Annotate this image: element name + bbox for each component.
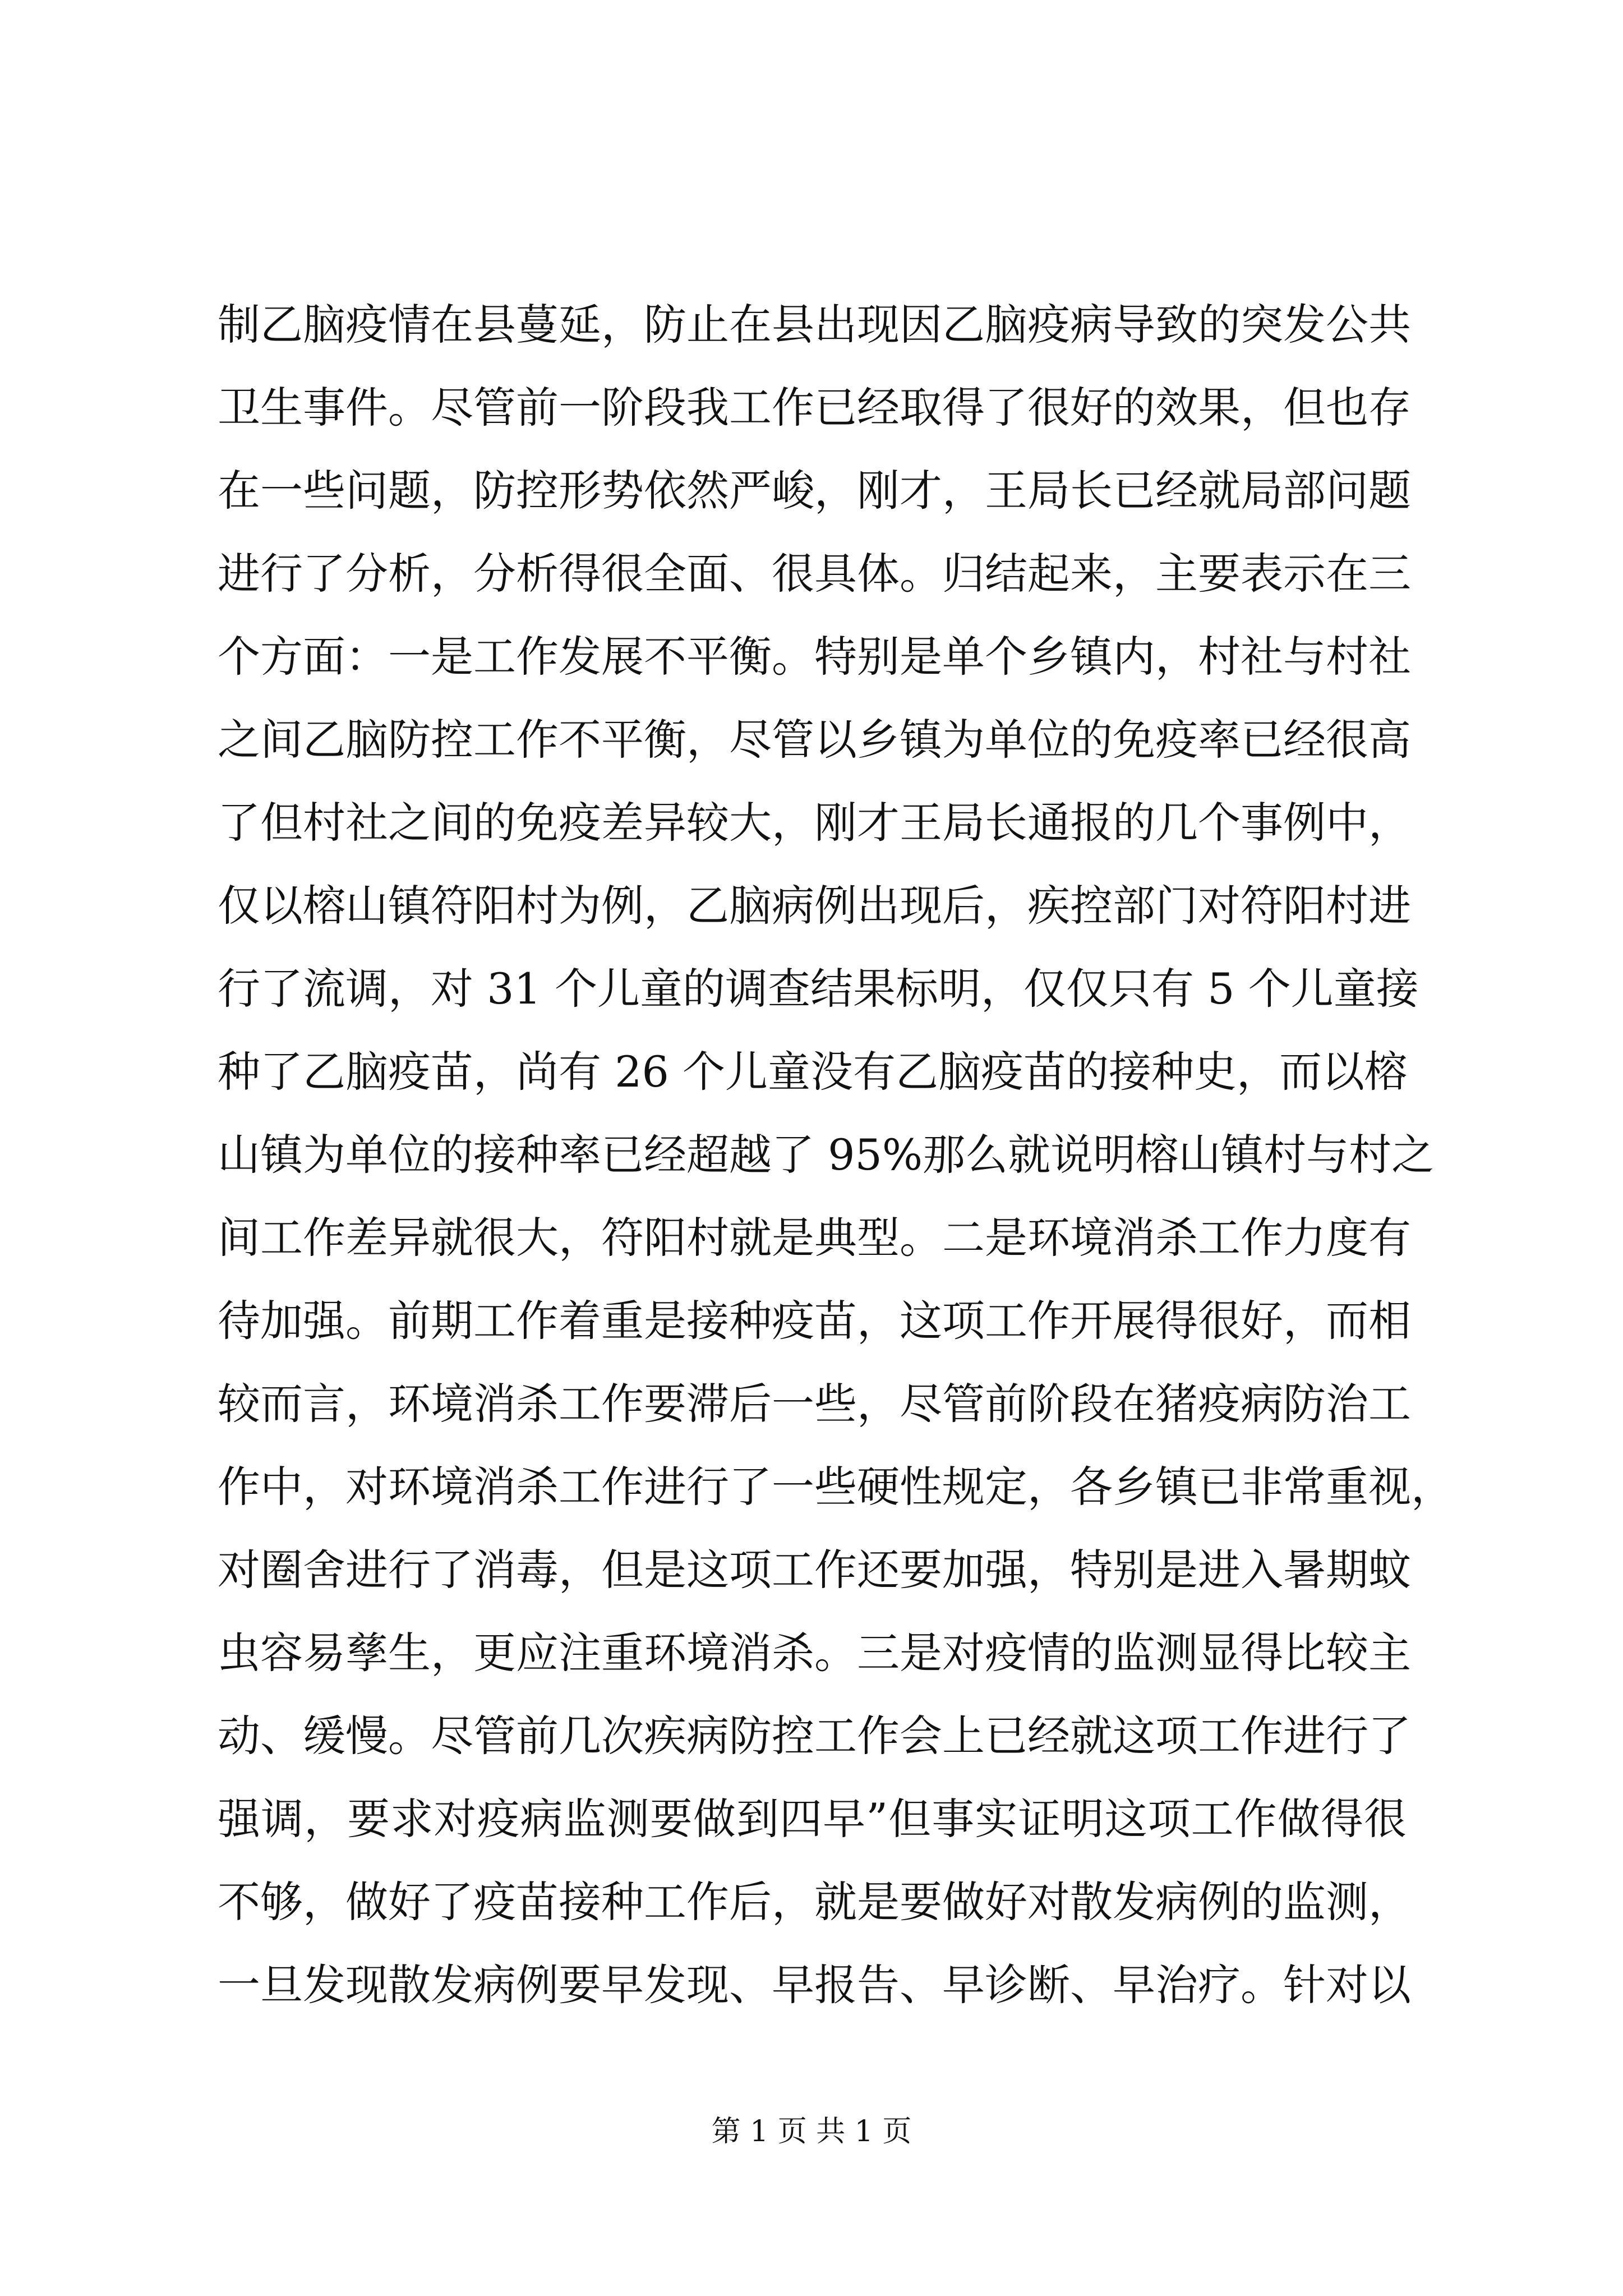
text-line: 了但村社之间的免疫差异较大，刚才王局长通报的几个事例中， [218,798,1411,848]
text-line: 制乙脑疫情在县蔓延，防止在县出现因乙脑疫病导致的突发公共 [218,300,1411,349]
text-line: 进行了分析，分析得很全面、很具体。归结起来，主要表示在三 [218,549,1411,599]
text-line: 作中，对环境消杀工作进行了一些硬性规定，各乡镇已非常重视， [218,1462,1454,1512]
text-line: 种了乙脑疫苗，尚有 26 个儿童没有乙脑疫苗的接种史，而以榕 [218,1047,1408,1097]
page-footer [0,2109,1623,2154]
text-line: 个方面：一是工作发展不平衡。特别是单个乡镇内，村社与村社 [218,632,1411,682]
text-line: 一旦发现散发病例要早发现、早报告、早诊断、早治疗。针对以 [218,1960,1411,2010]
text-line: 虫容易孳生，更应注重环境消杀。三是对疫情的监测显得比较主 [218,1628,1411,1678]
text-line: 待加强。前期工作着重是接种疫苗，这项工作开展得很好，而相 [218,1296,1411,1346]
text-line: 仅以榕山镇符阳村为例，乙脑病例出现后，疾控部门对符阳村进 [218,881,1411,931]
text-line: 在一些问题，防控形势依然严峻，刚才，王局长已经就局部问题 [218,466,1411,516]
text-line: 间工作差异就很大，符阳村就是典型。二是环境消杀工作力度有 [218,1213,1411,1263]
text-line: 不够，做好了疫苗接种工作后，就是要做好对散发病例的监测， [218,1877,1411,1927]
text-line: 之间乙脑防控工作不平衡，尽管以乡镇为单位的免疫率已经很高 [218,715,1411,765]
text-line: 动、缓慢。尽管前几次疾病防控工作会上已经就这项工作进行了 [218,1711,1411,1761]
text-line: 山镇为单位的接种率已经超越了 95%那么就说明榕山镇村与村之 [218,1130,1435,1180]
body-paragraph [218,283,1454,2027]
text-line: 强调，要求对疫病监测要做到四早”但事实证明这项工作做得很 [218,1794,1407,1844]
text-line: 对圈舍进行了消毒，但是这项工作还要加强，特别是进入暑期蚊 [218,1545,1411,1595]
text-line: 卫生事件。尽管前一阶段我工作已经取得了很好的效果，但也存 [218,383,1411,432]
page-number-label: 第 1 页 共 1 页 [711,2115,912,2148]
text-line: 较而言，环境消杀工作要滞后一些，尽管前阶段在猪疫病防治工 [218,1379,1411,1429]
text-line: 行了流调，对 31 个儿童的调查结果标明，仅仅只有 5 个儿童接 [218,964,1419,1014]
